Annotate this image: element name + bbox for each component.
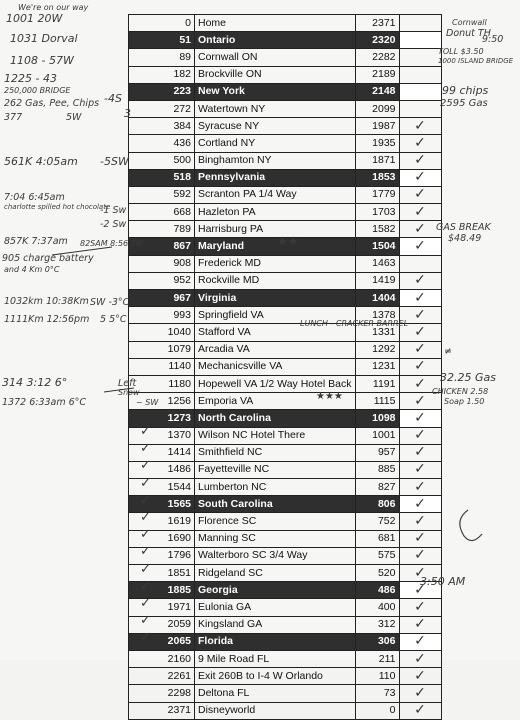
note-lunch: LUNCH - CRACKER BARREL [300,319,409,328]
check-cell: ✓ [399,358,441,375]
mile-cell: 908 [129,255,195,272]
mile-cell: 1486 [129,461,195,478]
note-4849: $48.49 [448,233,482,244]
place-cell: Ontario [195,32,356,49]
mile-cell: 2261 [129,668,195,685]
distance-cell: 2282 [355,49,399,66]
mile-cell: 1796 [129,547,195,564]
mile-cell: 272 [129,100,195,117]
note-wilson-scribble: ★★★ [316,391,343,402]
distance-cell: 1582 [355,221,399,238]
place-cell: New York [195,83,356,100]
note-donut: Donut TH [446,28,491,39]
distance-cell: 306 [355,633,399,650]
distance-cell: 2189 [355,66,399,83]
mile-cell: 2059 [129,616,195,633]
mile-cell: 1885 [129,582,195,599]
place-cell: Rockville MD [195,272,356,289]
place-cell: Pennsylvania [195,169,356,186]
mile-cell: 1544 [129,479,195,496]
mile-cell: 89 [129,49,195,66]
place-cell: Frederick MD [195,255,356,272]
mile-cell: 518 [129,169,195,186]
note-377: 377 [4,112,23,123]
mile-cell: 1079 [129,341,195,358]
check-cell: ✓ [399,633,441,650]
note-left: Left [118,378,137,389]
place-cell: Hazleton PA [195,204,356,221]
check-cell: ✓ [399,324,441,341]
note-704: 7:04 6:45am [4,192,65,203]
left-checkmark: ✓ [140,578,151,594]
check-cell: ✓ [399,375,441,392]
place-cell: Kingsland GA [195,616,356,633]
place-cell: Binghamton NY [195,152,356,169]
note-1032km: 1032km 10:38Km [4,296,89,307]
note-1031: 1031 Dorval [10,32,78,45]
place-cell: Georgia [195,582,356,599]
note-905-charge: 905 charge battery [2,253,94,264]
check-cell: ✓ [399,169,441,186]
left-checkmark: ✓ [140,561,151,577]
distance-cell: 1331 [355,324,399,341]
left-checkmark: ✓ [140,544,151,560]
note-5w: 5W [66,112,82,123]
distance-cell: 806 [355,496,399,513]
place-cell: Fayetteville NC [195,461,356,478]
place-cell: Deltona FL [195,685,356,702]
mile-cell: 1040 [129,324,195,341]
mile-cell: 1971 [129,599,195,616]
distance-cell: 2099 [355,100,399,117]
left-checkmark: ✓ [140,458,151,474]
check-cell: ✓ [399,152,441,169]
left-checkmark: ✓ [140,509,151,525]
mile-cell: 384 [129,118,195,135]
distance-cell: 957 [355,444,399,461]
mile-cell: 1140 [129,358,195,375]
place-cell: North Carolina [195,410,356,427]
check-cell: ✓ [399,186,441,203]
place-cell: Stafford VA [195,324,356,341]
mile-cell: 993 [129,307,195,324]
left-checkmark: ✓ [140,527,151,543]
mile-cell: 1256 [129,393,195,410]
mile-cell: 2298 [129,685,195,702]
distance-cell: 885 [355,461,399,478]
place-cell: Cortland NY [195,135,356,152]
place-cell: Exit 260B to I-4 W Orlando [195,668,356,685]
place-cell: Walterboro SC 3/4 Way [195,547,356,564]
mile-cell: 182 [129,66,195,83]
mile-cell: 952 [129,272,195,289]
check-cell: ✓ [399,599,441,616]
mile-cell: 2160 [129,650,195,667]
place-cell: Cornwall ON [195,49,356,66]
place-cell: Home [195,15,356,32]
note-1000-island: 1000 ISLAND BRIDGE [438,57,514,65]
distance-cell: 486 [355,582,399,599]
distance-cell: 312 [355,616,399,633]
check-cell: ✓ [399,444,441,461]
mile-cell: 592 [129,186,195,203]
mile-cell: 1273 [129,410,195,427]
distance-cell: 211 [355,650,399,667]
place-cell: Eulonia GA [195,599,356,616]
mile-cell: 1370 [129,427,195,444]
check-cell: ✓ [399,582,441,599]
mile-cell: 436 [129,135,195,152]
mile-cell: 51 [129,32,195,49]
place-cell: Virginia [195,290,356,307]
distance-cell: 1292 [355,341,399,358]
mile-cell: 1851 [129,565,195,582]
note-snow: Snow [118,388,140,397]
place-cell: Scranton PA 1/4 Way [195,186,356,203]
note-sw: ~ SW [136,398,159,407]
distance-cell: 1001 [355,427,399,444]
mile-cell: 867 [129,238,195,255]
place-cell: Smithfield NC [195,444,356,461]
check-cell: ✓ [399,204,441,221]
distance-cell: 110 [355,668,399,685]
note-314: 314 3:12 6° [2,376,68,389]
note-on-our-way: We're on our way [18,3,89,12]
note-1225: 1225 - 43 [4,72,57,85]
note-hot-chocolate: charlotte spilled hot chocolate [4,203,111,211]
place-cell: Harrisburg PA [195,221,356,238]
place-cell: Emporia VA [195,393,356,410]
distance-cell: 1703 [355,204,399,221]
place-cell: Florida [195,633,356,650]
note-gas-break: GAS BREAK [436,222,491,233]
mile-cell: 789 [129,221,195,238]
distance-cell: 752 [355,513,399,530]
check-cell: ✓ [399,221,441,238]
note-4km: and 4 Km 0°C [4,265,60,274]
mile-cell: 0 [129,15,195,32]
left-checkmark: ✓ [140,613,151,629]
place-cell: Wilson NC Hotel There [195,427,356,444]
place-cell: Hopewell VA 1/2 Way Hotel Back [195,375,356,392]
distance-cell: 73 [355,685,399,702]
distance-cell: 1419 [355,272,399,289]
distance-cell: 400 [355,599,399,616]
check-cell: ✓ [399,565,441,582]
place-cell: Watertown NY [195,100,356,117]
distance-cell: 1231 [355,358,399,375]
place-cell: Ridgeland SC [195,565,356,582]
distance-cell: 1853 [355,169,399,186]
note-toll: TOLL $3.50 [438,47,484,56]
distance-cell: 1115 [355,393,399,410]
note-857k: 857K 7:37am [4,236,68,247]
check-cell: ✓ [399,496,441,513]
note-minus-5sw: -5SW [100,155,129,168]
distance-cell: 2371 [355,15,399,32]
note-561k: 561K 4:05am [4,155,78,168]
check-cell: ✓ [399,461,441,478]
route-row [129,702,442,719]
mile-cell: 223 [129,83,195,100]
check-cell: ✓ [399,702,441,719]
note-1001: 1001 20W [6,12,63,25]
distance-cell: 2320 [355,32,399,49]
note-gas-pee-chips: 262 Gas, Pee, Chips [4,98,100,109]
note-5c: 5 5°C [100,314,127,325]
distance-cell: 1463 [355,255,399,272]
note-arrow-hopewell: ≠ [444,346,452,357]
distance-cell: 1098 [355,410,399,427]
distance-cell: 1378 [355,307,399,324]
check-cell: ✓ [399,685,441,702]
distance-cell: 1987 [355,118,399,135]
check-cell: ✓ [399,668,441,685]
check-cell: ✓ [399,616,441,633]
place-cell: Lumberton NC [195,479,356,496]
check-cell: ✓ [399,290,441,307]
check-cell: ✓ [399,650,441,667]
mile-cell: 1565 [129,496,195,513]
check-cell: ✓ [399,479,441,496]
note-825am: 82SAM 8:56 SW [80,239,144,248]
check-cell: ✓ [399,135,441,152]
left-checkmark: ✓ [140,630,151,646]
mile-cell: 967 [129,290,195,307]
distance-cell: 1504 [355,238,399,255]
distance-cell: 681 [355,530,399,547]
place-cell: Brockville ON [195,66,356,83]
mile-cell: 1619 [129,513,195,530]
note-minus-4s: -4S [104,92,122,105]
check-cell: ✓ [399,238,441,255]
check-cell: ✓ [399,530,441,547]
place-cell: Manning SC [195,530,356,547]
note-cornwall: Cornwall [452,18,487,27]
left-checkmark: ✓ [140,441,151,457]
left-checkmark: ✓ [140,475,151,491]
note-350am: 3:50 AM [420,575,466,588]
route-row [129,685,442,702]
place-cell: Springfield VA [195,307,356,324]
distance-cell: 1404 [355,290,399,307]
distance-cell: 1191 [355,375,399,392]
note-3225-gas: 32.25 Gas [440,371,496,384]
note-sw-minus-3c: SW -3°C [90,297,130,308]
distance-cell: 575 [355,547,399,564]
distance-cell: 827 [355,479,399,496]
note-1372: 1372 6:33am 6°C [2,397,87,408]
route-row [129,668,442,685]
mile-cell: 2065 [129,633,195,650]
note-soap: Soap 1.50 [444,397,485,406]
check-cell: ✓ [399,513,441,530]
place-cell: Arcadia VA [195,341,356,358]
place-cell: South Carolina [195,496,356,513]
place-cell: Mechanicsville VA [195,358,356,375]
distance-cell: 1935 [355,135,399,152]
note-1108: 1108 - 57W [10,54,74,67]
distance-cell: 1871 [355,152,399,169]
place-cell: Disneyworld [195,702,356,719]
check-cell: ✓ [399,547,441,564]
distance-cell: 520 [355,565,399,582]
left-checkmark: ✓ [140,492,151,508]
place-cell: Florence SC [195,513,356,530]
place-cell: 9 Mile Road FL [195,650,356,667]
check-cell: ✓ [399,118,441,135]
check-cell: ✓ [399,410,441,427]
note-99-chips: 99 chips [442,84,489,97]
note-minus-2sw: -2 Sw [100,219,127,230]
note-bridge: 250,000 BRIDGE [4,86,71,95]
mile-cell: 668 [129,204,195,221]
check-cell: ✓ [399,341,441,358]
distance-cell: 0 [355,702,399,719]
place-cell: Maryland [195,238,356,255]
distance-cell: 1779 [355,186,399,203]
mile-cell: 2371 [129,702,195,719]
left-checkmark: ✓ [140,595,151,611]
mile-cell: 1180 [129,375,195,392]
check-cell: ✓ [399,393,441,410]
distance-cell: 2148 [355,83,399,100]
check-cell: ✓ [399,307,441,324]
mile-cell: 1414 [129,444,195,461]
place-cell: Syracuse NY [195,118,356,135]
note-minus-1sw: -1 Sw [100,205,127,216]
mile-cell: 1690 [129,530,195,547]
check-cell: ✓ [399,272,441,289]
mile-cell: 500 [129,152,195,169]
note-chicken: CHICKEN 2.58 [432,387,489,396]
check-cell: ✓ [399,427,441,444]
note-3: 3 [124,107,131,120]
left-checkmark: ✓ [140,424,151,439]
note-1111km: 1111Km 12:56pm [4,314,90,325]
note-2595-gas: 2595 Gas [440,98,488,109]
note-star-frederick: ★★ [277,234,299,248]
note-950: 9:50 [482,34,504,45]
